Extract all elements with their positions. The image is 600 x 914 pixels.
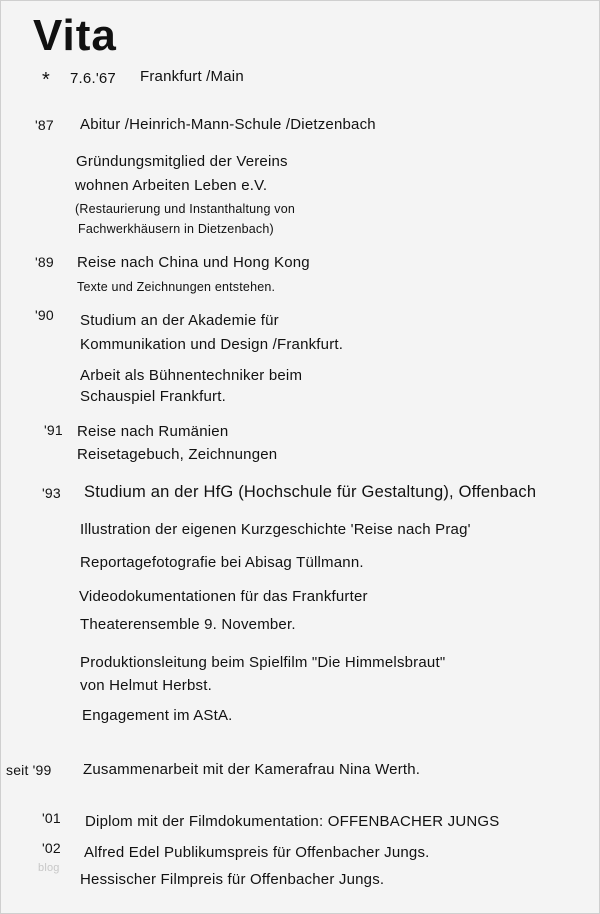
year-label: seit '99 xyxy=(6,762,52,778)
entry-line: Produktionsleitung beim Spielfilm "Die Himmelsbraut" xyxy=(80,654,446,671)
entry-line: wohnen Arbeiten Leben e.V. xyxy=(75,177,268,194)
entry-line: von Helmut Herbst. xyxy=(80,677,212,694)
entry-line: Schauspiel Frankfurt. xyxy=(80,388,226,405)
entry-line: Diplom mit der Filmdokumentation: OFFENBACHER JUNGS xyxy=(85,813,500,830)
entry-line: Studium an der HfG (Hochschule für Gestaltung), Offenbach xyxy=(84,483,537,501)
year-label: '01 xyxy=(42,810,61,826)
entry-line: Theaterensemble 9. November. xyxy=(80,616,296,633)
year-label: '89 xyxy=(35,254,54,270)
year-label: '90 xyxy=(35,307,54,323)
year-label: '91 xyxy=(44,422,63,438)
entry-line: Hessischer Filmpreis für Offenbacher Jungs. xyxy=(80,871,385,888)
year-label: '02 xyxy=(42,840,61,856)
entry-line: Abitur /Heinrich-Mann-Schule /Dietzenbach xyxy=(80,116,376,133)
entry-line: Reportagefotografie bei Abisag Tüllmann. xyxy=(80,554,364,571)
entry-line: Alfred Edel Publikumspreis für Offenbacher Jungs. xyxy=(84,844,430,861)
entry-line: Gründungsmitglied der Vereins xyxy=(76,153,288,170)
entry-line: Studium an der Akademie für xyxy=(80,312,279,329)
entry-line: Engagement im AStA. xyxy=(82,707,233,724)
birth-place: Frankfurt /Main xyxy=(140,68,244,85)
watermark: blog xyxy=(38,862,60,874)
entry-line: Fachwerkhäusern in Dietzenbach) xyxy=(78,222,274,236)
entry-line: Texte und Zeichnungen entstehen. xyxy=(77,280,276,294)
entry-line: Reise nach Rumänien xyxy=(77,423,229,440)
entry-line: (Restaurierung und Instanthaltung von xyxy=(75,202,296,216)
entry-line: Arbeit als Bühnentechniker beim xyxy=(80,367,303,384)
year-label: '93 xyxy=(42,485,61,501)
birth-symbol: * xyxy=(42,69,50,91)
entry-line: Zusammenarbeit mit der Kamerafrau Nina Werth. xyxy=(83,761,421,778)
entry-line: Reise nach China und Hong Kong xyxy=(77,254,310,271)
page-title: Vita xyxy=(33,11,117,60)
birth-date: 7.6.'67 xyxy=(70,70,116,87)
entry-line: Illustration der eigenen Kurzgeschichte 'Reise nach Prag' xyxy=(80,521,471,538)
entry-line: Videodokumentationen für das Frankfurter xyxy=(79,588,368,605)
entry-line: Reisetagebuch, Zeichnungen xyxy=(77,446,278,463)
entry-line: Kommunikation und Design /Frankfurt. xyxy=(80,336,344,353)
year-label: '87 xyxy=(35,117,54,133)
